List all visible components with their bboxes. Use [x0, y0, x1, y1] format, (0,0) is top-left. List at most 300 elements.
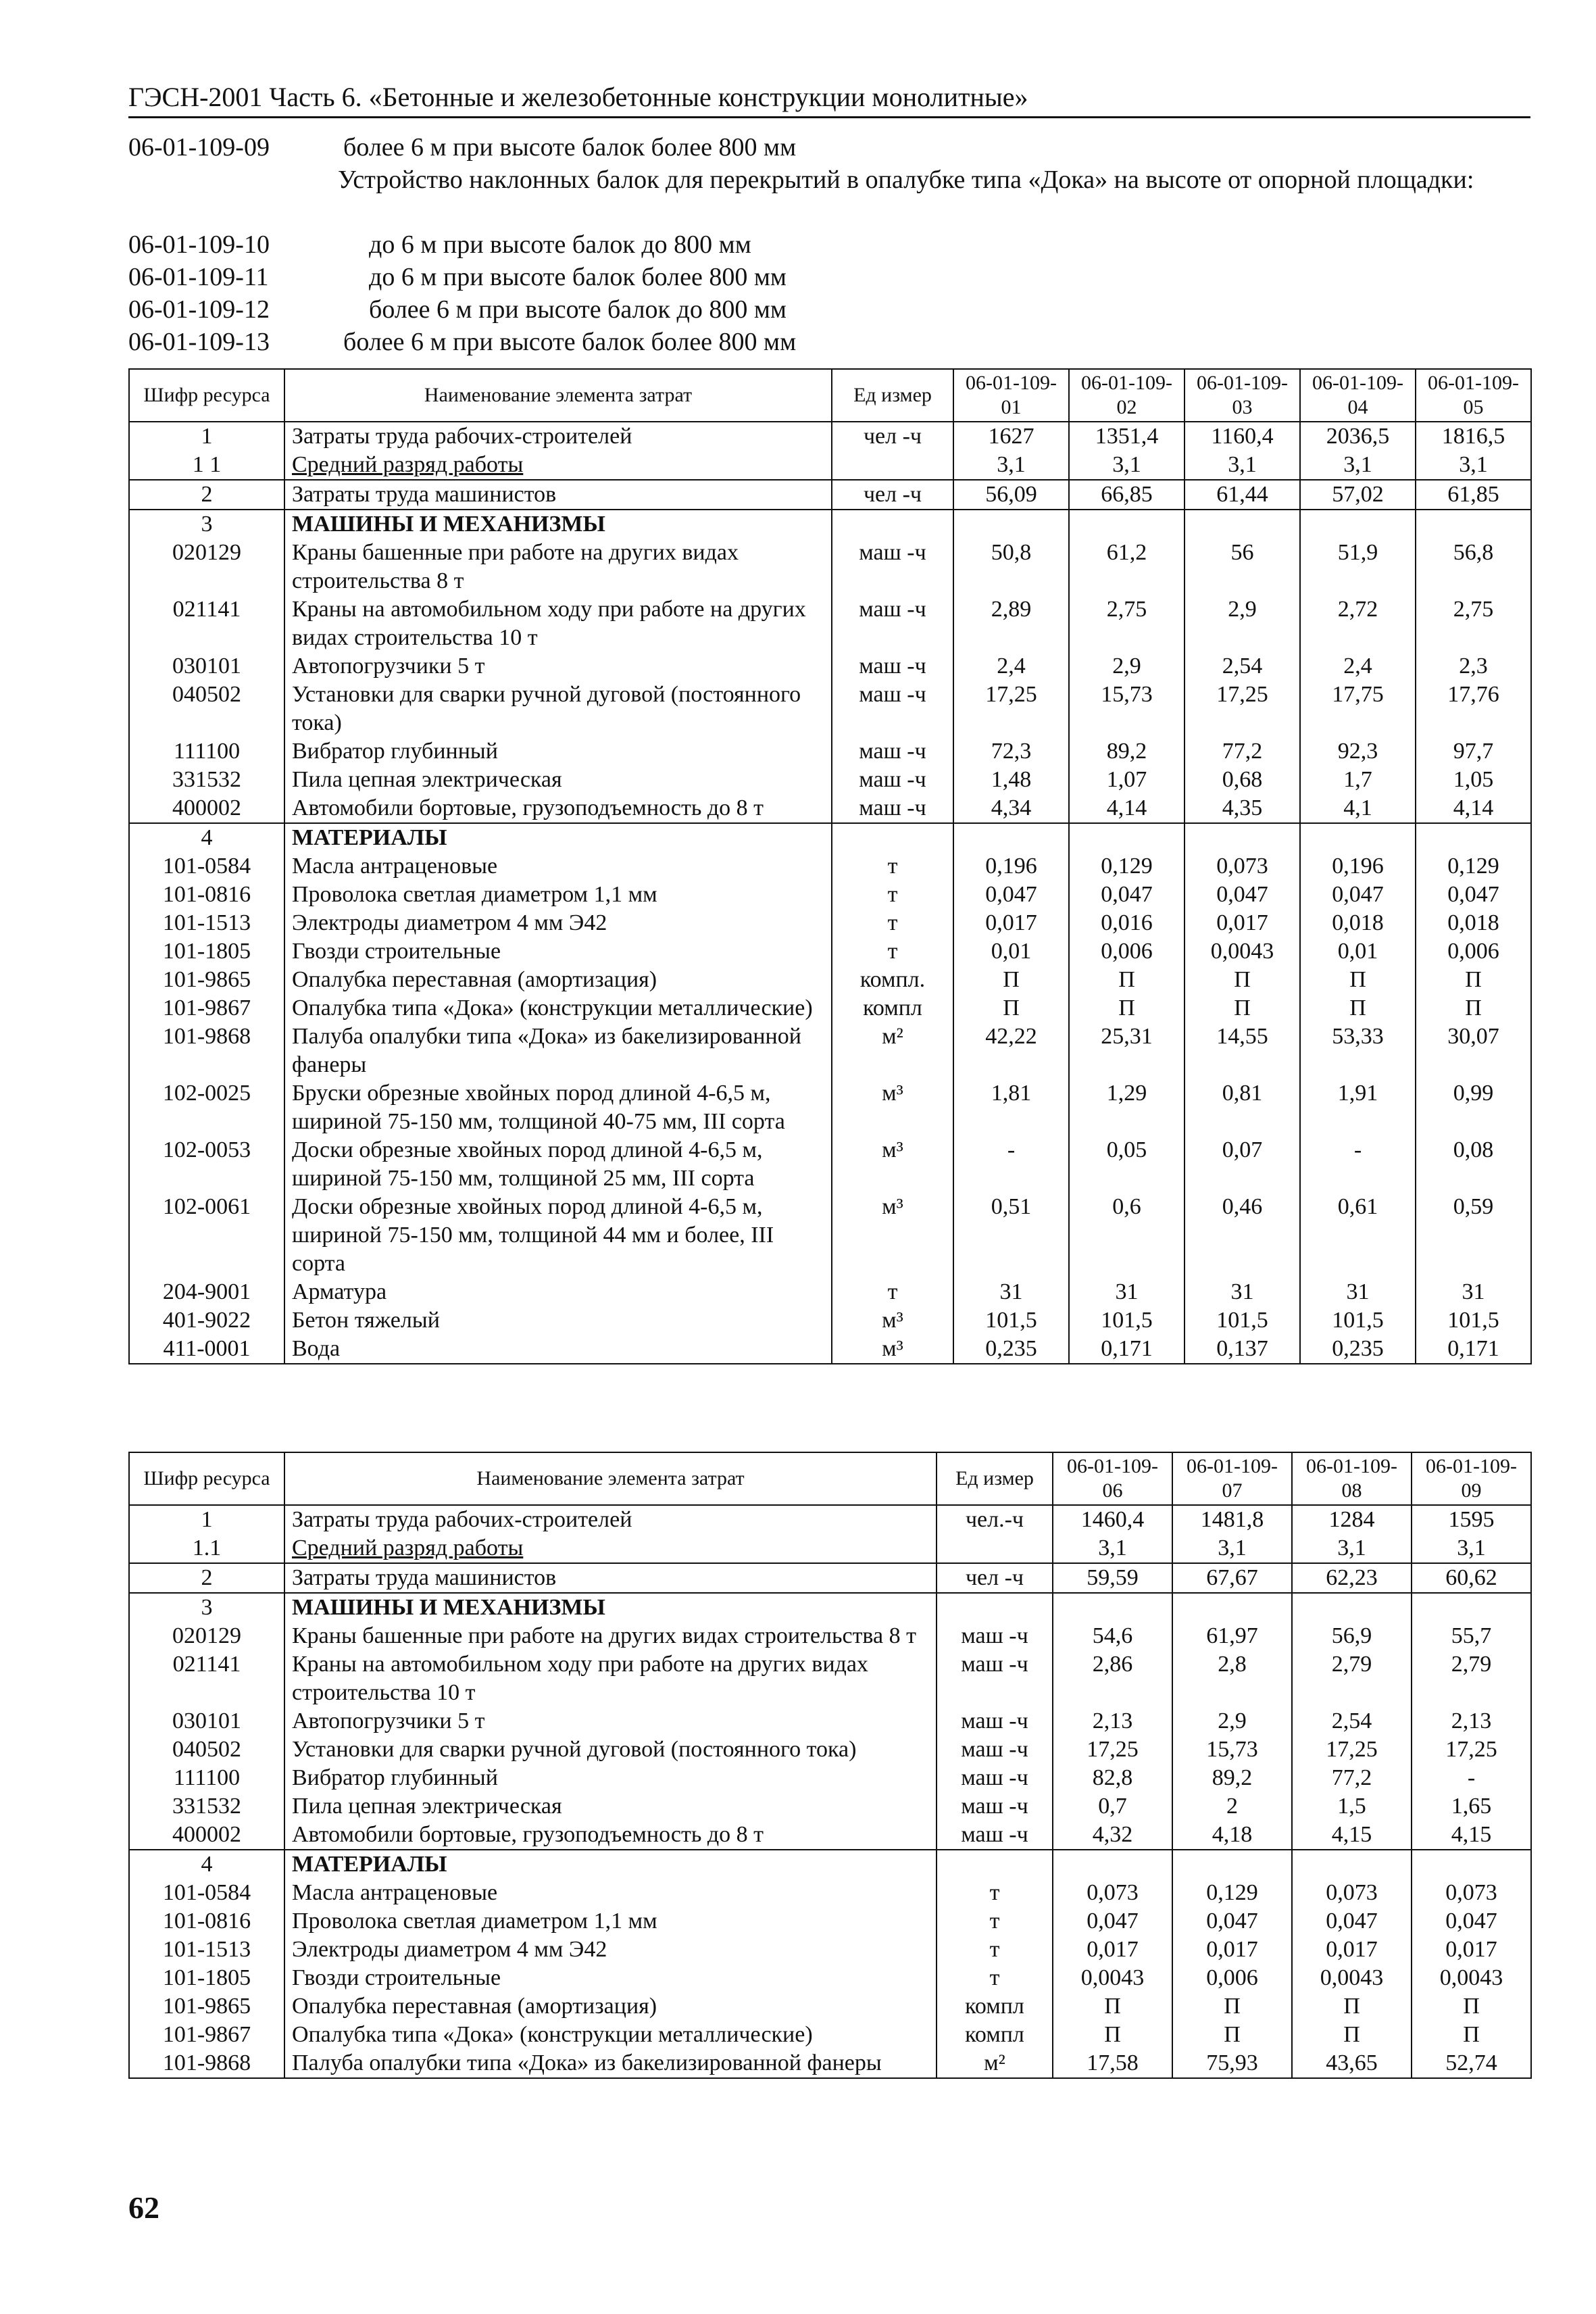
unit-cell: чел.-ч	[937, 1505, 1053, 1534]
value-cell: 0,196	[953, 852, 1069, 881]
table-row	[129, 1736, 1531, 1764]
unit-cell	[832, 823, 953, 852]
value-cell: 0,047	[1292, 1907, 1412, 1936]
unit-cell: т	[832, 1278, 953, 1306]
unit-cell	[832, 510, 953, 539]
table-row	[129, 1707, 1531, 1736]
value-cell: 1,29	[1069, 1079, 1184, 1136]
resource-name-cell: Затраты труда машинистов	[284, 1563, 937, 1593]
code-id: 06-01-109-11	[128, 263, 269, 291]
resource-code-cell: 101-0584	[129, 1879, 284, 1907]
value-cell: 61,85	[1416, 480, 1531, 510]
value-cell: П	[1053, 2021, 1172, 2049]
value-cell: П	[953, 966, 1069, 994]
unit-cell: маш -ч	[937, 1792, 1053, 1821]
unit-cell: компл	[832, 994, 953, 1023]
value-cell: 17,76	[1416, 681, 1531, 737]
value-cell: 0,51	[953, 1193, 1069, 1278]
value-cell: 0,235	[1300, 1335, 1416, 1364]
value-cell: 17,25	[1412, 1736, 1531, 1764]
resource-code-cell: 1 1	[129, 451, 284, 480]
unit-cell: т	[937, 1879, 1053, 1907]
resource-code-cell: 3	[129, 1593, 284, 1622]
code-row	[128, 293, 1530, 326]
table-row	[129, 1278, 1531, 1306]
value-cell: 1160,4	[1184, 422, 1300, 451]
value-cell: 31	[1069, 1278, 1184, 1306]
resource-name-cell: Опалубка типа «Дока» (конструкции металлические)	[284, 2021, 937, 2049]
value-cell: 3,1	[1300, 451, 1416, 480]
resource-code-cell: 401-9022	[129, 1306, 284, 1335]
value-cell: П	[1300, 994, 1416, 1023]
value-cell: 0,006	[1069, 937, 1184, 966]
table-row	[129, 1563, 1531, 1593]
unit-cell: т	[937, 1907, 1053, 1936]
value-cell: 2,54	[1292, 1707, 1412, 1736]
header-divider	[128, 116, 1530, 118]
resource-code-cell: 1	[129, 1505, 284, 1534]
resource-code-cell: 101-0816	[129, 881, 284, 909]
value-cell: 54,6	[1053, 1622, 1172, 1650]
column-header: 06-01-109-04	[1300, 369, 1416, 422]
value-cell	[1416, 823, 1531, 852]
value-cell: 2,13	[1412, 1707, 1531, 1736]
value-cell: 61,44	[1184, 480, 1300, 510]
value-cell: 4,15	[1412, 1821, 1531, 1850]
value-cell: 1595	[1412, 1505, 1531, 1534]
unit-cell: т	[832, 909, 953, 937]
resource-code-cell: 4	[129, 823, 284, 852]
resource-name-cell: Вода	[284, 1335, 832, 1364]
resource-code-cell: 101-9868	[129, 1023, 284, 1079]
value-cell: 1,5	[1292, 1792, 1412, 1821]
value-cell: 42,22	[953, 1023, 1069, 1079]
value-cell: 4,14	[1069, 794, 1184, 823]
column-header: Шифр ресурса	[129, 369, 284, 422]
resource-name-cell: Затраты труда рабочих-строителей	[284, 422, 832, 451]
resource-code-cell: 101-9868	[129, 2049, 284, 2078]
resource-code-cell: 020129	[129, 1622, 284, 1650]
resource-code-cell: 102-0025	[129, 1079, 284, 1136]
unit-cell: м³	[832, 1335, 953, 1364]
resource-name-cell: Автомобили бортовые, грузоподъемность до 8 т	[284, 1821, 937, 1850]
value-cell	[1292, 1593, 1412, 1622]
resource-code-cell: 101-0584	[129, 852, 284, 881]
value-cell: 77,2	[1292, 1764, 1412, 1792]
resource-name-cell: МАТЕРИАЛЫ	[284, 823, 832, 852]
unit-cell: т	[832, 937, 953, 966]
code-row	[128, 131, 1530, 164]
value-cell: 0,073	[1053, 1879, 1172, 1907]
unit-cell: т	[937, 1964, 1053, 1992]
resource-code-cell: 411-0001	[129, 1335, 284, 1364]
value-cell: 0,0043	[1184, 937, 1300, 966]
value-cell: 1351,4	[1069, 422, 1184, 451]
resource-name-cell: Арматура	[284, 1278, 832, 1306]
value-cell: 0,073	[1184, 852, 1300, 881]
value-cell: 3,1	[953, 451, 1069, 480]
value-cell: П	[1412, 1992, 1531, 2021]
value-cell: 0,047	[1300, 881, 1416, 909]
code-description: до 6 м при высоте балок до 800 мм	[369, 230, 751, 259]
resource-code-cell: 111100	[129, 737, 284, 766]
value-cell: 0,171	[1416, 1335, 1531, 1364]
value-cell: 1,07	[1069, 766, 1184, 794]
code-description: до 6 м при высоте балок более 800 мм	[369, 263, 787, 291]
value-cell: 2,75	[1416, 595, 1531, 652]
value-cell: 1,91	[1300, 1079, 1416, 1136]
value-cell: 0,61	[1300, 1193, 1416, 1278]
resource-code-cell: 2	[129, 1563, 284, 1593]
value-cell: 0,129	[1172, 1879, 1292, 1907]
value-cell: 0,017	[1053, 1936, 1172, 1964]
value-cell: 0,006	[1172, 1964, 1292, 1992]
unit-cell: маш -ч	[937, 1764, 1053, 1792]
value-cell: 2,54	[1184, 652, 1300, 681]
value-cell: 4,14	[1416, 794, 1531, 823]
unit-cell	[937, 1593, 1053, 1622]
resource-code-cell: 1	[129, 422, 284, 451]
unit-cell: маш -ч	[832, 737, 953, 766]
value-cell: 31	[1184, 1278, 1300, 1306]
column-header: 06-01-109-05	[1416, 369, 1531, 422]
column-header: 06-01-109-09	[1412, 1452, 1531, 1505]
table-row	[129, 1505, 1531, 1534]
resource-name-cell: Средний разряд работы	[284, 451, 832, 480]
value-cell: 3,1	[1416, 451, 1531, 480]
resource-name-cell: Бетон тяжелый	[284, 1306, 832, 1335]
resource-name-cell: Проволока светлая диаметром 1,1 мм	[284, 881, 832, 909]
value-cell: 1284	[1292, 1505, 1412, 1534]
resource-name-cell: Средний разряд работы	[284, 1534, 937, 1563]
unit-cell: маш -ч	[937, 1622, 1053, 1650]
value-cell: 0,047	[1053, 1907, 1172, 1936]
code-row	[128, 261, 1530, 293]
resource-name-cell: Автомобили бортовые, грузоподъемность до 8 т	[284, 794, 832, 823]
value-cell	[953, 823, 1069, 852]
value-cell: 0,047	[953, 881, 1069, 909]
value-cell: 101,5	[1069, 1306, 1184, 1335]
table-row	[129, 994, 1531, 1023]
value-cell: 43,65	[1292, 2049, 1412, 2078]
value-cell: 0,017	[1412, 1936, 1531, 1964]
value-cell: 4,34	[953, 794, 1069, 823]
value-cell: 0,99	[1416, 1079, 1531, 1136]
resource-code-cell: 2	[129, 480, 284, 510]
table-row	[129, 1622, 1531, 1650]
resource-name-cell: Опалубка типа «Дока» (конструкции металлические)	[284, 994, 832, 1023]
value-cell: 31	[1300, 1278, 1416, 1306]
unit-cell: чел -ч	[937, 1563, 1053, 1593]
resource-name-cell: Установки для сварки ручной дуговой (постоянного тока)	[284, 1736, 937, 1764]
value-cell: 89,2	[1069, 737, 1184, 766]
table-row	[129, 1964, 1531, 1992]
value-cell: П	[1412, 2021, 1531, 2049]
value-cell	[1053, 1850, 1172, 1879]
value-cell: 82,8	[1053, 1764, 1172, 1792]
value-cell: 75,93	[1172, 2049, 1292, 2078]
table-row	[129, 1650, 1531, 1707]
value-cell: 0,047	[1069, 881, 1184, 909]
value-cell: 0,08	[1416, 1136, 1531, 1193]
code-description: более 6 м при высоте балок более 800 мм	[343, 328, 797, 356]
column-header: 06-01-109-02	[1069, 369, 1184, 422]
value-cell: 0,6	[1069, 1193, 1184, 1278]
value-cell: 4,1	[1300, 794, 1416, 823]
value-cell: 56,9	[1292, 1622, 1412, 1650]
table-row	[129, 1764, 1531, 1792]
value-cell: П	[1416, 994, 1531, 1023]
value-cell: 0,0043	[1292, 1964, 1412, 1992]
resource-name-cell: Масла антраценовые	[284, 1879, 937, 1907]
value-cell: 0,017	[1292, 1936, 1412, 1964]
code-description: Устройство наклонных балок для перекрытий в опалубке типа «Дока» на высоте от опорной площадки:	[338, 166, 1474, 194]
value-cell: П	[1053, 1992, 1172, 2021]
table-row	[129, 794, 1531, 823]
value-cell: 25,31	[1069, 1023, 1184, 1079]
resource-name-cell: Затраты труда рабочих-строителей	[284, 1505, 937, 1534]
table-row	[129, 1023, 1531, 1079]
unit-cell: м²	[832, 1023, 953, 1079]
value-cell	[1184, 823, 1300, 852]
value-cell: 17,25	[1184, 681, 1300, 737]
value-cell: 17,58	[1053, 2049, 1172, 2078]
table-row	[129, 2021, 1531, 2049]
resource-name-cell: Доски обрезные хвойных пород длиной 4-6,5 м, шириной 75-150 мм, толщиной 44 мм и более, III сорта	[284, 1193, 832, 1278]
value-cell: 17,25	[1292, 1736, 1412, 1764]
value-cell: 3,1	[1069, 451, 1184, 480]
table-row	[129, 852, 1531, 881]
value-cell: 61,97	[1172, 1622, 1292, 1650]
resource-name-cell: Доски обрезные хвойных пород длиной 4-6,5 м, шириной 75-150 мм, толщиной 25 мм, III сорта	[284, 1136, 832, 1193]
value-cell	[1300, 510, 1416, 539]
unit-cell: маш -ч	[937, 1707, 1053, 1736]
table-row	[129, 881, 1531, 909]
column-header: 06-01-109-08	[1292, 1452, 1412, 1505]
table-row	[129, 1593, 1531, 1622]
resource-code-cell: 101-1513	[129, 909, 284, 937]
unit-cell: маш -ч	[832, 766, 953, 794]
unit-cell: компл	[937, 2021, 1053, 2049]
value-cell: 2,3	[1416, 652, 1531, 681]
table-row	[129, 1306, 1531, 1335]
resource-name-cell: Автопогрузчики 5 т	[284, 652, 832, 681]
resource-name-cell: МАШИНЫ И МЕХАНИЗМЫ	[284, 510, 832, 539]
resource-name-cell: Проволока светлая диаметром 1,1 мм	[284, 1907, 937, 1936]
resource-code-cell: 021141	[129, 1650, 284, 1707]
value-cell: 0,01	[953, 937, 1069, 966]
value-cell: 1816,5	[1416, 422, 1531, 451]
value-cell	[1292, 1850, 1412, 1879]
value-cell: 0,047	[1172, 1907, 1292, 1936]
value-cell: 3,1	[1053, 1534, 1172, 1563]
value-cell: 56	[1184, 539, 1300, 595]
table-row	[129, 1907, 1531, 1936]
resource-code-cell: 101-1805	[129, 1964, 284, 1992]
value-cell: 62,23	[1292, 1563, 1412, 1593]
value-cell: 0,0043	[1053, 1964, 1172, 1992]
column-header: 06-01-109-03	[1184, 369, 1300, 422]
code-row	[128, 164, 1530, 228]
value-cell: -	[1412, 1764, 1531, 1792]
resource-table-2	[128, 1452, 1532, 2079]
value-cell: 0,01	[1300, 937, 1416, 966]
value-cell: 1481,8	[1172, 1505, 1292, 1534]
resource-code-cell: 1.1	[129, 1534, 284, 1563]
table-row	[129, 1136, 1531, 1193]
resource-code-cell: 020129	[129, 539, 284, 595]
table-row	[129, 652, 1531, 681]
value-cell: П	[1172, 1992, 1292, 2021]
value-cell: П	[953, 994, 1069, 1023]
value-cell: 2,9	[1069, 652, 1184, 681]
column-header: Наименование элемента затрат	[284, 1452, 937, 1505]
table-row	[129, 1193, 1531, 1278]
value-cell: 3,1	[1184, 451, 1300, 480]
resource-code-cell: 331532	[129, 1792, 284, 1821]
value-cell: 97,7	[1416, 737, 1531, 766]
value-cell: 0,006	[1416, 937, 1531, 966]
value-cell: П	[1172, 2021, 1292, 2049]
value-cell: 0,017	[1172, 1936, 1292, 1964]
unit-cell: маш -ч	[832, 681, 953, 737]
value-cell: 0,59	[1416, 1193, 1531, 1278]
page-header-title: ГЭСН-2001 Часть 6. «Бетонные и железобетонные конструкции монолитные»	[128, 82, 1028, 112]
value-cell: 2,9	[1184, 595, 1300, 652]
column-header: 06-01-109-01	[953, 369, 1069, 422]
resource-name-cell: Краны на автомобильном ходу при работе на других видах строительства 10 т	[284, 595, 832, 652]
resource-name-cell: МАШИНЫ И МЕХАНИЗМЫ	[284, 1593, 937, 1622]
value-cell	[1053, 1593, 1172, 1622]
code-row	[128, 326, 1530, 358]
value-cell: 0,68	[1184, 766, 1300, 794]
value-cell: 14,55	[1184, 1023, 1300, 1079]
table-row	[129, 1821, 1531, 1850]
value-cell: П	[1069, 966, 1184, 994]
value-cell: П	[1184, 994, 1300, 1023]
value-cell: П	[1184, 966, 1300, 994]
value-cell: 15,73	[1172, 1736, 1292, 1764]
table-row	[129, 1936, 1531, 1964]
value-cell: 101,5	[953, 1306, 1069, 1335]
resource-code-cell: 400002	[129, 1821, 284, 1850]
resource-name-cell: Вибратор глубинный	[284, 737, 832, 766]
column-header: 06-01-109-06	[1053, 1452, 1172, 1505]
value-cell: П	[1292, 1992, 1412, 2021]
table-row	[129, 766, 1531, 794]
code-id: 06-01-109-13	[128, 328, 270, 356]
value-cell: 101,5	[1184, 1306, 1300, 1335]
value-cell: 66,85	[1069, 480, 1184, 510]
resource-name-cell: МАТЕРИАЛЫ	[284, 1850, 937, 1879]
column-header: Наименование элемента затрат	[284, 369, 832, 422]
unit-cell: м³	[832, 1136, 953, 1193]
value-cell: П	[1300, 966, 1416, 994]
value-cell: 2	[1172, 1792, 1292, 1821]
value-cell: 0,018	[1300, 909, 1416, 937]
value-cell: 2,79	[1412, 1650, 1531, 1707]
value-cell: 56,09	[953, 480, 1069, 510]
value-cell: 1,65	[1412, 1792, 1531, 1821]
value-cell: 2,4	[953, 652, 1069, 681]
value-cell: 0,46	[1184, 1193, 1300, 1278]
unit-cell: маш -ч	[937, 1736, 1053, 1764]
code-id: 06-01-109-09	[128, 133, 270, 162]
value-cell: -	[1300, 1136, 1416, 1193]
value-cell: 56,8	[1416, 539, 1531, 595]
value-cell: 0,073	[1412, 1879, 1531, 1907]
value-cell: 67,67	[1172, 1563, 1292, 1593]
table-row	[129, 823, 1531, 852]
value-cell: П	[1069, 994, 1184, 1023]
value-cell: 1,7	[1300, 766, 1416, 794]
value-cell: 92,3	[1300, 737, 1416, 766]
unit-cell	[937, 1534, 1053, 1563]
table-row	[129, 2049, 1531, 2078]
unit-cell: маш -ч	[832, 794, 953, 823]
value-cell: 4,18	[1172, 1821, 1292, 1850]
resource-name-cell: Установки для сварки ручной дуговой (постоянного тока)	[284, 681, 832, 737]
table-row	[129, 422, 1531, 451]
value-cell: 0,047	[1412, 1907, 1531, 1936]
page-number: 62	[128, 2190, 159, 2225]
value-cell: 0,235	[953, 1335, 1069, 1364]
value-cell	[1416, 510, 1531, 539]
unit-cell: м³	[832, 1193, 953, 1278]
value-cell: 0,129	[1416, 852, 1531, 881]
resource-code-cell: 101-9867	[129, 994, 284, 1023]
resource-name-cell: Палуба опалубки типа «Дока» из бакелизированной фанеры	[284, 1023, 832, 1079]
value-cell: 2,75	[1069, 595, 1184, 652]
resource-table-1	[128, 368, 1532, 1364]
unit-cell	[832, 451, 953, 480]
code-description: более 6 м при высоте балок более 800 мм	[343, 133, 797, 162]
column-header: 06-01-109-07	[1172, 1452, 1292, 1505]
column-header: Шифр ресурса	[129, 1452, 284, 1505]
value-cell: 59,59	[1053, 1563, 1172, 1593]
unit-cell: компл	[937, 1992, 1053, 2021]
value-cell: 1,81	[953, 1079, 1069, 1136]
value-cell: 50,8	[953, 539, 1069, 595]
value-cell: 0,047	[1416, 881, 1531, 909]
unit-cell: маш -ч	[832, 595, 953, 652]
resource-code-cell: 204-9001	[129, 1278, 284, 1306]
table-row	[129, 1079, 1531, 1136]
resource-code-cell: 040502	[129, 681, 284, 737]
resource-code-cell: 4	[129, 1850, 284, 1879]
resource-name-cell: Краны на автомобильном ходу при работе на других видах строительства 10 т	[284, 1650, 937, 1707]
value-cell	[1172, 1593, 1292, 1622]
unit-cell: м³	[832, 1306, 953, 1335]
value-cell	[1184, 510, 1300, 539]
value-cell: 1460,4	[1053, 1505, 1172, 1534]
unit-cell: маш -ч	[832, 539, 953, 595]
value-cell: 0,05	[1069, 1136, 1184, 1193]
resource-name-cell: Масла антраценовые	[284, 852, 832, 881]
value-cell: 51,9	[1300, 539, 1416, 595]
value-cell	[1069, 510, 1184, 539]
resource-code-cell: 331532	[129, 766, 284, 794]
resource-name-cell: Опалубка переставная (амортизация)	[284, 966, 832, 994]
table-header-row	[129, 1452, 1531, 1505]
resource-name-cell: Автопогрузчики 5 т	[284, 1707, 937, 1736]
resource-name-cell: Краны башенные при работе на других видах строительства 8 т	[284, 539, 832, 595]
value-cell: 1,48	[953, 766, 1069, 794]
table-row	[129, 1534, 1531, 1563]
code-id: 06-01-109-10	[128, 230, 270, 259]
resource-name-cell: Бруски обрезные хвойных пород длиной 4-6,5 м, шириной 75-150 мм, толщиной 40-75 мм, III сорта	[284, 1079, 832, 1136]
value-cell	[1300, 823, 1416, 852]
